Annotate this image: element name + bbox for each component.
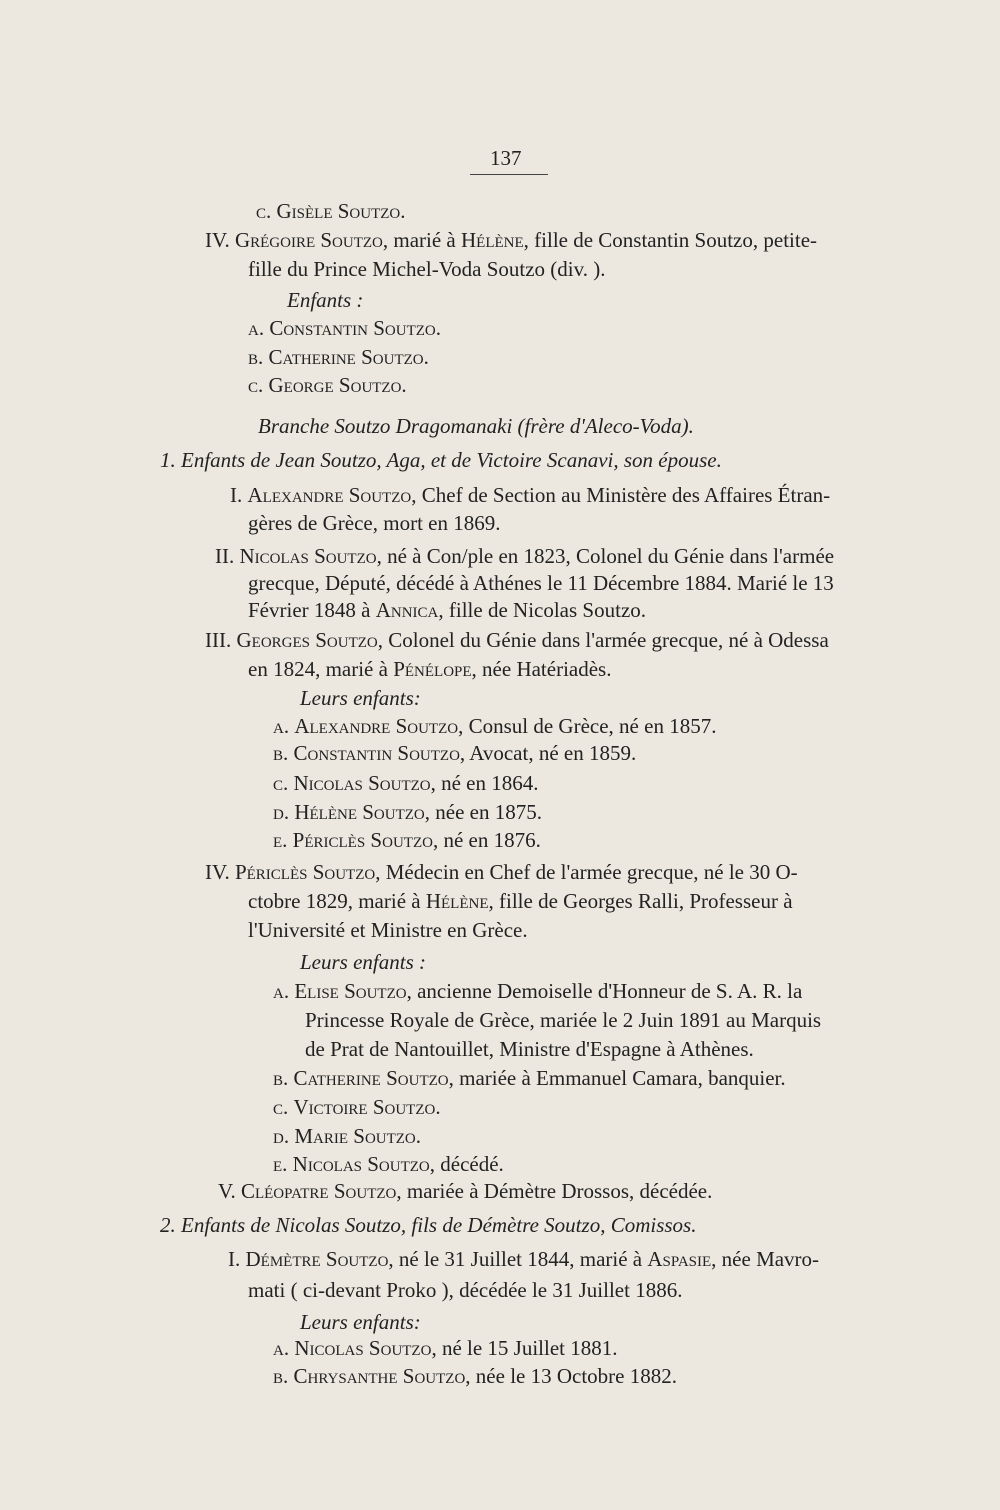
entry-line: III. Georges Soutzo, Colonel du Génie dans l'armée grecque, né à Odessa <box>205 628 829 652</box>
text-line: mati ( ci-devant Proko ), décédée le 31 Juillet 1886. <box>248 1278 683 1302</box>
entry-line: IV. Grégoire Soutzo, marié à Hélène, fille de Constantin Soutzo, petite- <box>205 228 818 252</box>
text-line: ctobre 1829, marié à Hélène, fille de Georges Ralli, Professeur à <box>248 889 793 913</box>
text-line: grecque, Député, décédé à Athénes le 11 Décembre 1884. Marié le 13 <box>248 571 834 595</box>
header-rule <box>470 174 548 175</box>
text-line: fille du Prince Michel-Voda Soutzo (div. ). <box>248 257 606 281</box>
subheading: Leurs enfants: <box>300 686 421 710</box>
entry-line: b. Catherine Soutzo. <box>248 345 429 369</box>
entry-line: a. Alexandre Soutzo, Consul de Grèce, né en 1857. <box>273 714 717 738</box>
entry-line: d. Marie Soutzo. <box>273 1124 422 1148</box>
text-line: de Prat de Nantouillet, Ministre d'Espagne à Athènes. <box>305 1037 754 1061</box>
page-number: 137 <box>490 146 522 170</box>
section-heading: 2. Enfants de Nicolas Soutzo, fils de Démètre Soutzo, Comissos. <box>160 1213 697 1237</box>
entry-line: c. Gisèle Soutzo. <box>256 199 406 223</box>
entry-line: II. Nicolas Soutzo, né à Con/ple en 1823, Colonel du Génie dans l'armée <box>215 544 835 568</box>
entry-line: b. Chrysanthe Soutzo, née le 13 Octobre 1882. <box>273 1364 677 1388</box>
text-line: l'Université et Ministre en Grèce. <box>248 918 528 942</box>
entry-line: I. Alexandre Soutzo, Chef de Section au Ministère des Affaires Étran- <box>230 483 831 507</box>
subheading: Enfants : <box>287 288 364 312</box>
entry-line: I. Démètre Soutzo, né le 31 Juillet 1844, marié à Aspasie, née Mavro- <box>228 1247 820 1271</box>
text-line: Février 1848 à Annica, fille de Nicolas Soutzo. <box>248 598 647 622</box>
subheading: Leurs enfants: <box>300 1310 421 1334</box>
text-line: en 1824, marié à Pénélope, née Hatériadès. <box>248 657 612 681</box>
entry-line: b. Catherine Soutzo, mariée à Emmanuel Camara, banquier. <box>273 1066 786 1090</box>
entry-line: b. Constantin Soutzo, Avocat, né en 1859. <box>273 741 637 765</box>
section-heading: 1. Enfants de Jean Soutzo, Aga, et de Victoire Scanavi, son épouse. <box>160 448 722 472</box>
entry-line: a. Elise Soutzo, ancienne Demoiselle d'Honneur de S. A. R. la <box>273 979 803 1003</box>
entry-line: c. Nicolas Soutzo, né en 1864. <box>273 771 539 795</box>
entry-line: d. Hélène Soutzo, née en 1875. <box>273 800 542 824</box>
entry-line: c. George Soutzo. <box>248 373 407 397</box>
text-line: Princesse Royale de Grèce, mariée le 2 Juin 1891 au Marquis <box>305 1008 822 1032</box>
entry-line: a. Nicolas Soutzo, né le 15 Juillet 1881. <box>273 1336 618 1360</box>
entry-line: e. Périclès Soutzo, né en 1876. <box>273 828 541 852</box>
subheading: Leurs enfants : <box>300 950 426 974</box>
section-heading: Branche Soutzo Dragomanaki (frère d'Aleco-Voda). <box>258 414 694 438</box>
text-line: gères de Grèce, mort en 1869. <box>248 511 501 535</box>
entry-line: V. Cléopatre Soutzo, mariée à Démètre Drossos, décédée. <box>218 1179 713 1203</box>
entry-line: a. Constantin Soutzo. <box>248 316 441 340</box>
entry-line: c. Victoire Soutzo. <box>273 1095 441 1119</box>
entry-line: IV. Périclès Soutzo, Médecin en Chef de l'armée grecque, né le 30 O- <box>205 860 798 884</box>
entry-line: e. Nicolas Soutzo, décédé. <box>273 1152 504 1176</box>
